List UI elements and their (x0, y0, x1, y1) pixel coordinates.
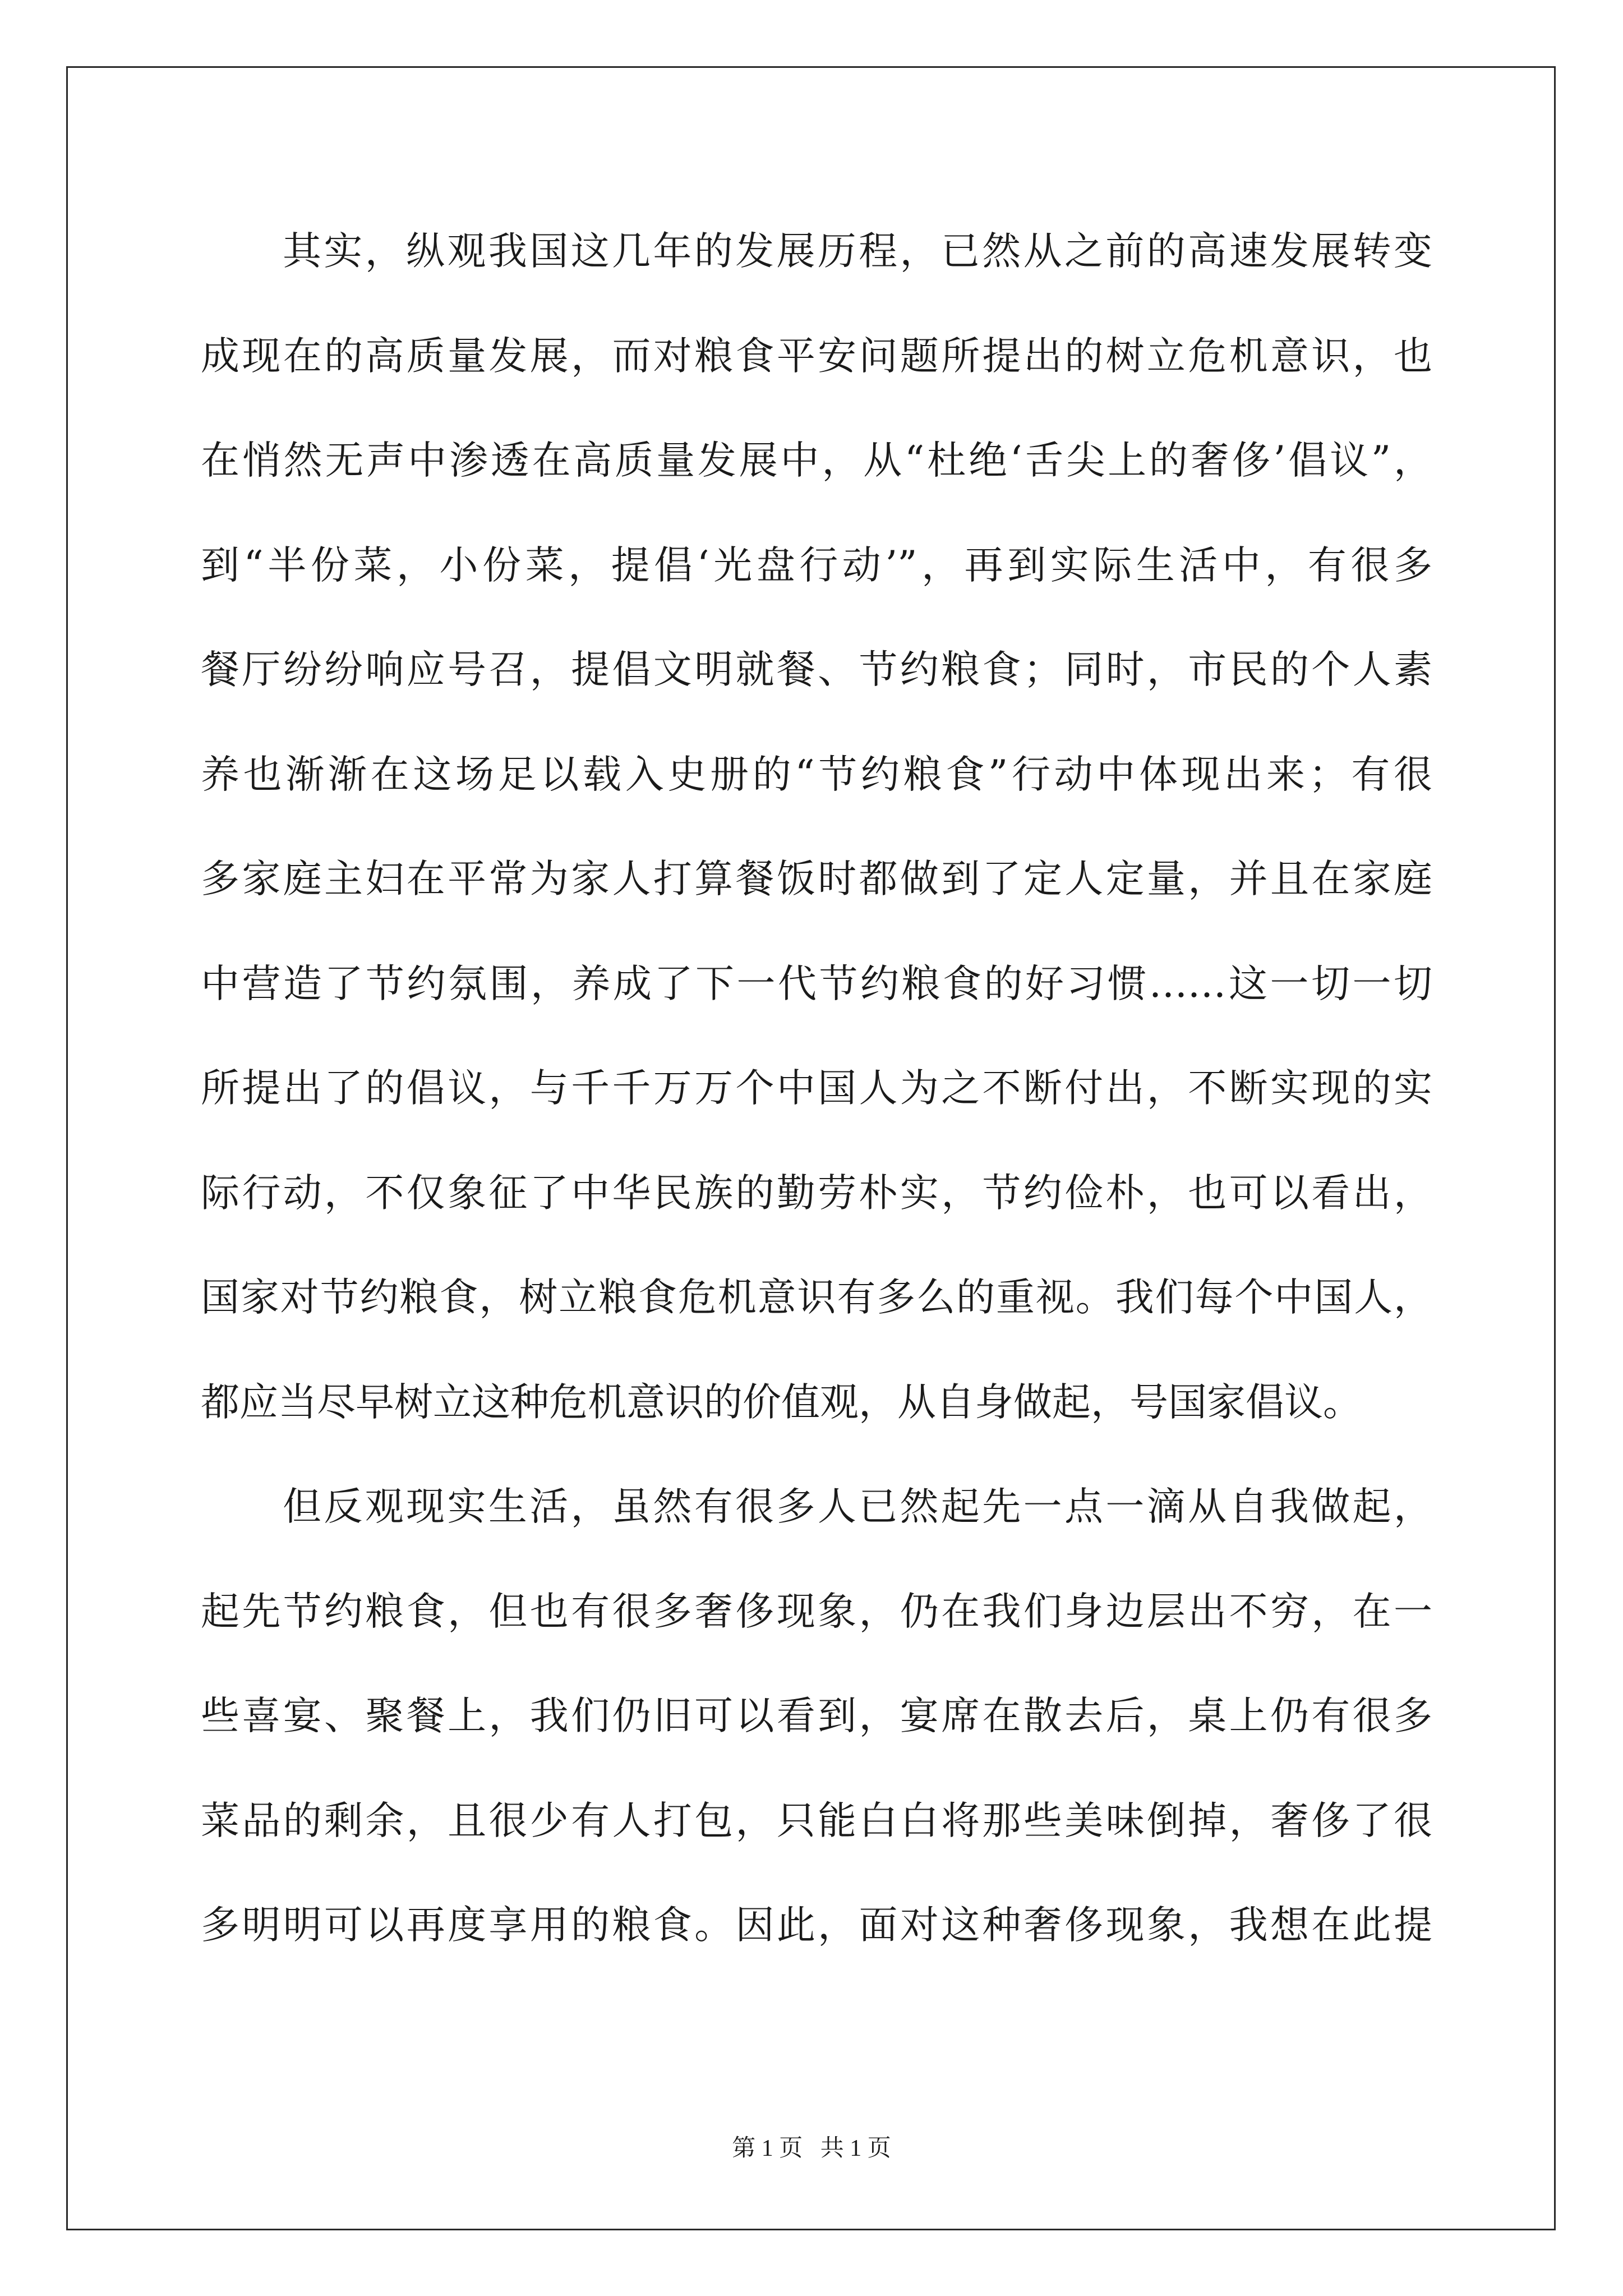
text-line: 中营造了节约氛围，养成了下一代节约粮食的好习惯……这一切一切 (201, 961, 1432, 1006)
text-line: 但反观现实生活，虽然有很多人已然起先一点一滴从自我做起， (283, 1484, 1432, 1529)
page-footer: 第 1 页 共 1 页 (732, 2136, 891, 2161)
text-line: 养也渐渐在这场足以载入史册的“节约粮食”行动中体现出来；有很 (201, 752, 1432, 797)
text-line: 多明明可以再度享用的粮食。因此，面对这种奢侈现象，我想在此提 (201, 1903, 1432, 1948)
text-line: 都应当尽早树立这种危机意识的价值观，从自身做起，号国家倡议。 (201, 1379, 1362, 1425)
text-line: 其实，纵观我国这几年的发展历程，已然从之前的高速发展转变 (283, 229, 1432, 274)
text-line: 起先节约粮食，但也有很多奢侈现象，仍在我们身边层出不穷，在一 (201, 1589, 1432, 1634)
text-line: 际行动，不仅象征了中华民族的勤劳朴实，节约俭朴，也可以看出， (201, 1170, 1432, 1216)
text-line: 到“半份菜，小份菜，提倡‘光盘行动’”，再到实际生活中，有很多 (201, 542, 1432, 588)
text-line: 成现在的高质量发展，而对粮食平安问题所提出的树立危机意识，也 (201, 333, 1432, 379)
text-line: 在悄然无声中渗透在高质量发展中，从“杜绝‘舌尖上的奢侈’倡议”， (201, 438, 1432, 483)
text-line: 些喜宴、聚餐上，我们仍旧可以看到，宴席在散去后，桌上仍有很多 (201, 1694, 1432, 1738)
paragraph-2 (201, 1473, 1432, 1996)
text-line: 菜品的剩余，且很少有人打包，只能白白将那些美味倒掉，奢侈了很 (201, 1798, 1432, 1843)
text-line: 多家庭主妇在平常为家人打算餐饭时都做到了定人定量，并且在家庭 (201, 857, 1432, 901)
text-line: 餐厅纷纷响应号召，提倡文明就餐、节约粮食；同时，市民的个人素 (201, 647, 1432, 692)
document-body (201, 218, 1432, 1996)
text-line: 所提出了的倡议，与千千万万个中国人为之不断付出，不断实现的实 (201, 1066, 1432, 1111)
text-line: 国家对节约粮食，树立粮食危机意识有多么的重视。我们每个中国人， (201, 1275, 1432, 1320)
paragraph-1 (201, 218, 1432, 1473)
